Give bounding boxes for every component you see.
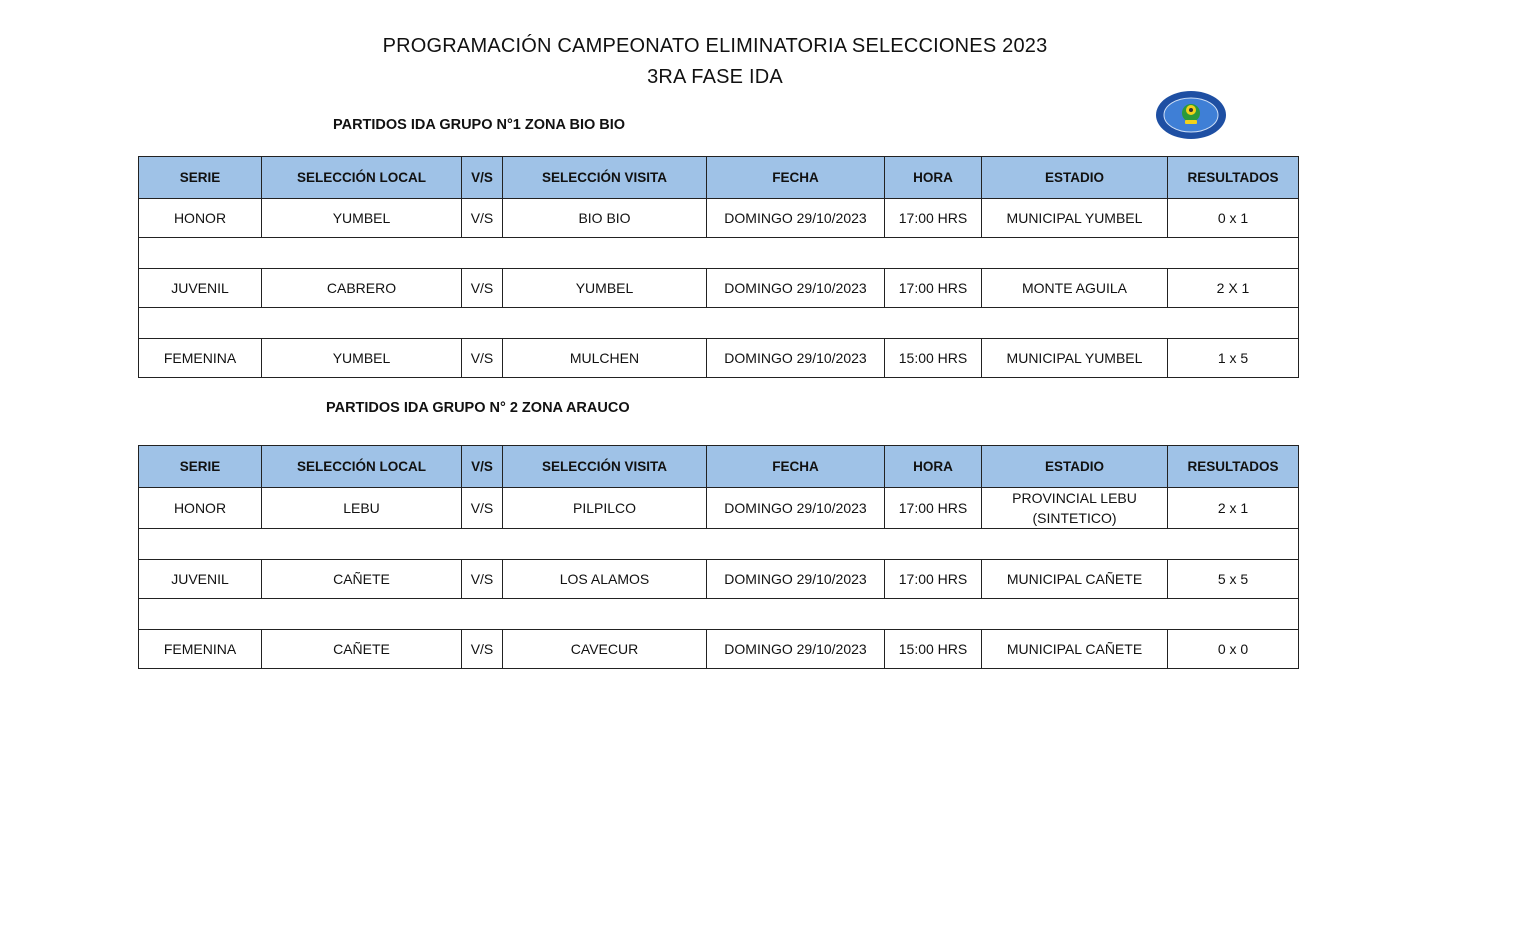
cell-serie: JUVENIL [139, 269, 262, 308]
cell-local: LEBU [262, 488, 462, 529]
cell-local: CABRERO [262, 269, 462, 308]
cell-serie: HONOR [139, 199, 262, 238]
cell-fecha: DOMINGO 29/10/2023 [707, 339, 885, 378]
cell-fecha: DOMINGO 29/10/2023 [707, 630, 885, 669]
cell-vs: V/S [462, 488, 503, 529]
cell-vs: V/S [462, 560, 503, 599]
group1-table [138, 156, 1299, 378]
col-header-fecha: FECHA [707, 157, 885, 199]
spacer-row [139, 238, 1299, 269]
cell-local: YUMBEL [262, 199, 462, 238]
cell-estadio: MUNICIPAL YUMBEL [982, 339, 1168, 378]
cell-local: CAÑETE [262, 560, 462, 599]
cell-hora: 17:00 HRS [885, 199, 982, 238]
col-header-hora: HORA [885, 157, 982, 199]
cell-visita: YUMBEL [503, 269, 707, 308]
col-header-local: SELECCIÓN LOCAL [262, 446, 462, 488]
col-header-fecha: FECHA [707, 446, 885, 488]
cell-visita: BIO BIO [503, 199, 707, 238]
cell-serie: FEMENINA [139, 630, 262, 669]
cell-estadio: MUNICIPAL YUMBEL [982, 199, 1168, 238]
cell-resultado: 2 x 1 [1168, 488, 1299, 529]
spacer-row [139, 308, 1299, 339]
table-row [139, 339, 1299, 378]
cell-serie: HONOR [139, 488, 262, 529]
cell-hora: 15:00 HRS [885, 630, 982, 669]
cell-local: CAÑETE [262, 630, 462, 669]
cell-hora: 17:00 HRS [885, 488, 982, 529]
cell-visita: LOS ALAMOS [503, 560, 707, 599]
table-row [139, 269, 1299, 308]
cell-hora: 17:00 HRS [885, 560, 982, 599]
cell-hora: 17:00 HRS [885, 269, 982, 308]
cell-estadio: MUNICIPAL CAÑETE [982, 560, 1168, 599]
table-header-row [139, 446, 1299, 488]
cell-resultado: 2 X 1 [1168, 269, 1299, 308]
cell-local: YUMBEL [262, 339, 462, 378]
col-header-visita: SELECCIÓN VISITA [503, 157, 707, 199]
col-header-estadio: ESTADIO [982, 157, 1168, 199]
cell-hora: 15:00 HRS [885, 339, 982, 378]
table-row [139, 560, 1299, 599]
group1-title: PARTIDOS IDA GRUPO N°1 ZONA BIO BIO [333, 117, 626, 133]
col-header-estadio: ESTADIO [982, 446, 1168, 488]
cell-estadio: MONTE AGUILA [982, 269, 1168, 308]
col-header-resultados: RESULTADOS [1168, 446, 1299, 488]
cell-vs: V/S [462, 339, 503, 378]
col-header-local: SELECCIÓN LOCAL [262, 157, 462, 199]
col-header-visita: SELECCIÓN VISITA [503, 446, 707, 488]
spacer-row [139, 599, 1299, 630]
cell-visita: MULCHEN [503, 339, 707, 378]
table-header-row [139, 157, 1299, 199]
cell-resultado: 1 x 5 [1168, 339, 1299, 378]
cell-resultado: 0 x 0 [1168, 630, 1299, 669]
cell-estadio: PROVINCIAL LEBU (SINTETICO) [982, 488, 1168, 529]
page-title: PROGRAMACIÓN CAMPEONATO ELIMINATORIA SELECCIONES 2023 [382, 35, 1048, 57]
cell-fecha: DOMINGO 29/10/2023 [707, 199, 885, 238]
table-row [139, 630, 1299, 669]
association-crest-icon [1155, 90, 1227, 140]
col-header-resultados: RESULTADOS [1168, 157, 1299, 199]
col-header-serie: SERIE [139, 446, 262, 488]
cell-serie: JUVENIL [139, 560, 262, 599]
cell-estadio: MUNICIPAL CAÑETE [982, 630, 1168, 669]
col-header-vs: V/S [462, 446, 503, 488]
cell-vs: V/S [462, 199, 503, 238]
cell-serie: FEMENINA [139, 339, 262, 378]
page-subtitle: 3RA FASE IDA [647, 66, 783, 88]
table-row [139, 488, 1299, 529]
col-header-serie: SERIE [139, 157, 262, 199]
col-header-hora: HORA [885, 446, 982, 488]
cell-vs: V/S [462, 630, 503, 669]
cell-fecha: DOMINGO 29/10/2023 [707, 488, 885, 529]
cell-fecha: DOMINGO 29/10/2023 [707, 560, 885, 599]
table-row [139, 199, 1299, 238]
cell-fecha: DOMINGO 29/10/2023 [707, 269, 885, 308]
cell-visita: PILPILCO [503, 488, 707, 529]
cell-visita: CAVECUR [503, 630, 707, 669]
cell-vs: V/S [462, 269, 503, 308]
group2-table [138, 445, 1299, 669]
cell-resultado: 5 x 5 [1168, 560, 1299, 599]
spacer-row [139, 529, 1299, 560]
group2-title: PARTIDOS IDA GRUPO N° 2 ZONA ARAUCO [326, 400, 630, 416]
cell-resultado: 0 x 1 [1168, 199, 1299, 238]
col-header-vs: V/S [462, 157, 503, 199]
